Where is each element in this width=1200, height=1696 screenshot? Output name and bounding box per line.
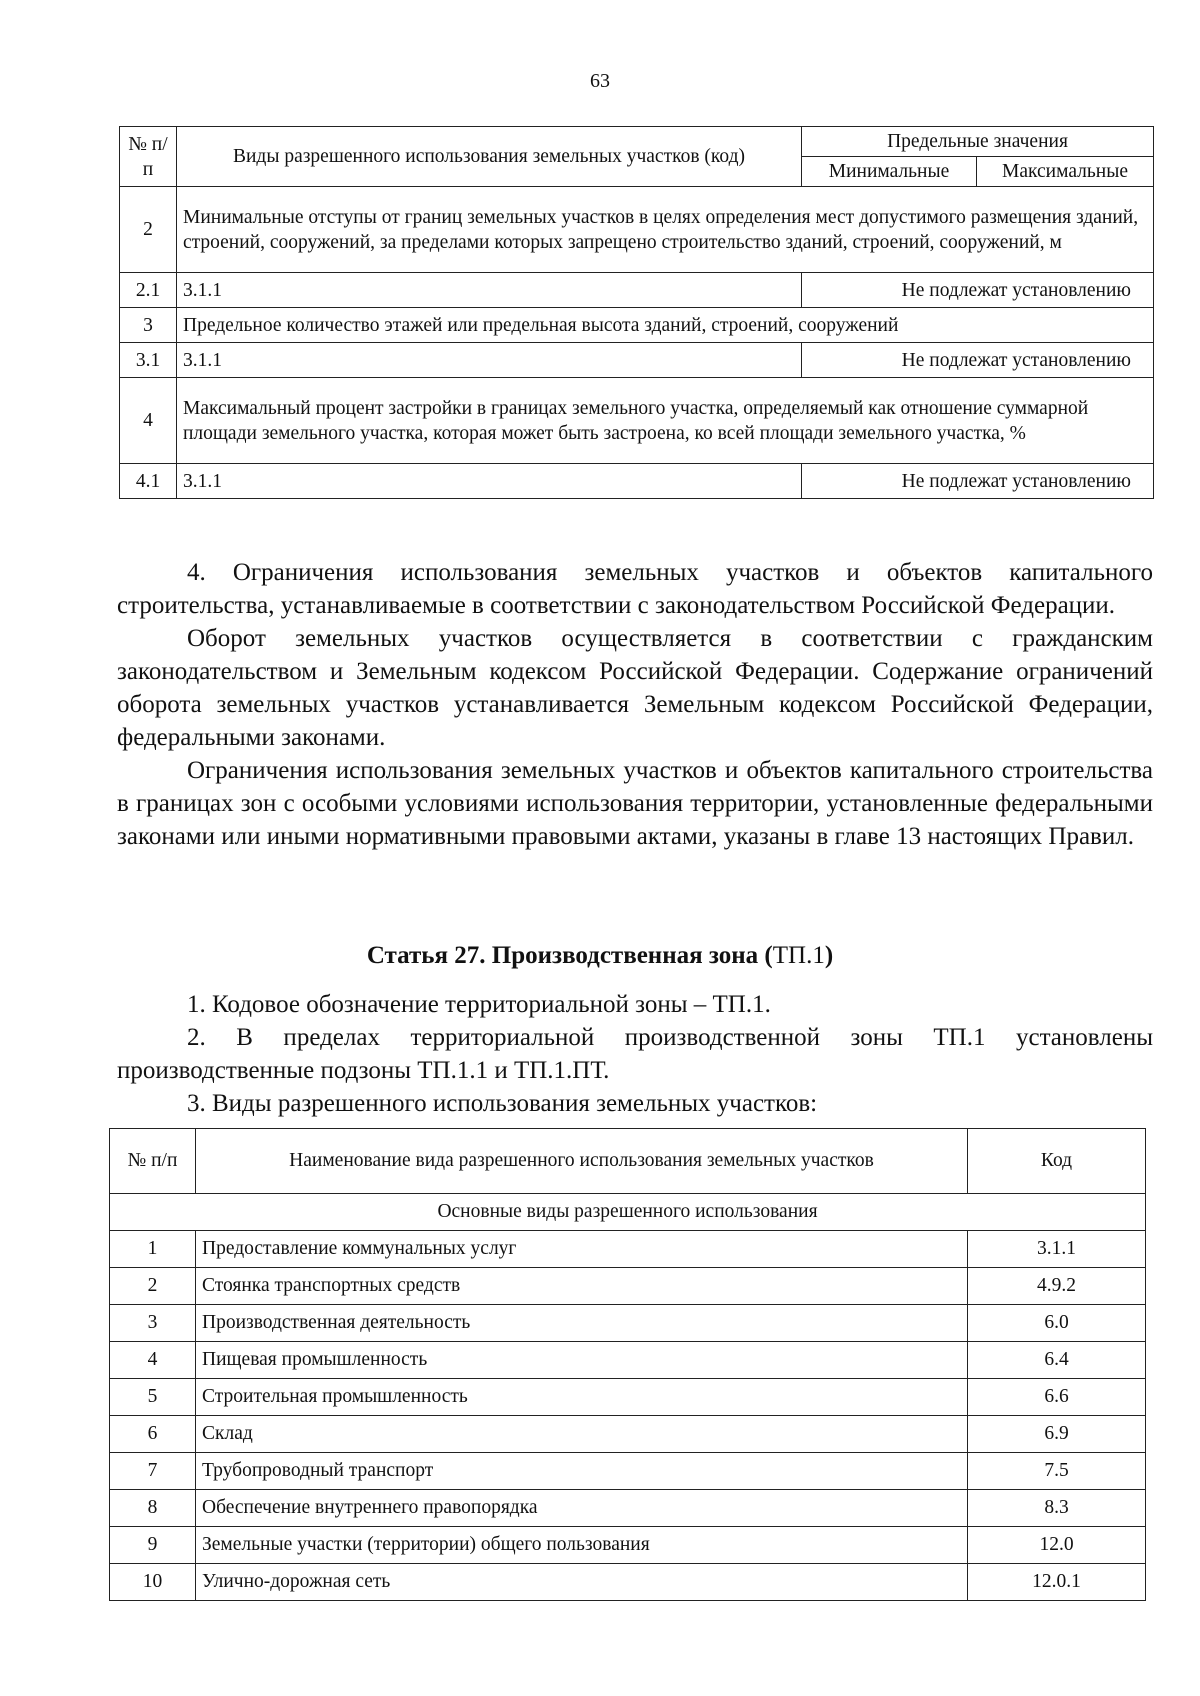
table-row (110, 1527, 1146, 1564)
limits-table-header-row (120, 127, 1154, 157)
row-code: 3.1.1 (177, 464, 802, 499)
header-name: Наименование вида разрешенного использования земельных участков (196, 1129, 968, 1194)
row-num: 2 (120, 187, 177, 273)
paragraph: Оборот земельных участков осуществляется в соответствии с гражданским законодательством и Земельным кодексом Российской Федерации. Содержание ограничений оборота земельных участков устанавливается Земельным кодексом Российской Федерации, федеральными законами. (117, 625, 1153, 751)
article-title-close: ) (824, 942, 834, 969)
row-name: Предоставление коммунальных услуг (196, 1231, 968, 1268)
row-num: 2.1 (120, 273, 177, 308)
header-min: Минимальные (802, 157, 977, 187)
table-row (120, 343, 1154, 378)
row-value: Не подлежат установлению (802, 464, 1154, 499)
row-value: Не подлежат установлению (802, 343, 1154, 378)
table-row (120, 464, 1154, 499)
limits-table (119, 126, 1154, 499)
row-num: 4 (110, 1342, 196, 1379)
article-zone-code: ТП.1 (772, 942, 825, 969)
row-num: 3 (120, 308, 177, 343)
row-name: Производственная деятельность (196, 1305, 968, 1342)
article-item: 1. Кодовое обозначение территориальной зоны – ТП.1. (187, 991, 771, 1018)
table-row (110, 1379, 1146, 1416)
table-row (120, 187, 1154, 273)
row-num: 3.1 (120, 343, 177, 378)
row-text: Максимальный процент застройки в границах земельного участка, определяемый как отношение суммарной площади земельного участка, которая может быть застроена, ко всей площади земельного участка, % (177, 378, 1154, 464)
row-num: 10 (110, 1564, 196, 1601)
page-number: 63 (590, 70, 610, 92)
row-code: 6.4 (968, 1342, 1146, 1379)
permitted-uses-header-row (110, 1129, 1146, 1194)
row-num: 9 (110, 1527, 196, 1564)
row-code: 7.5 (968, 1453, 1146, 1490)
row-num: 4.1 (120, 464, 177, 499)
table-row (110, 1305, 1146, 1342)
header-num: № п/п (120, 127, 177, 187)
row-name: Пищевая промышленность (196, 1342, 968, 1379)
header-max: Максимальные (977, 157, 1154, 187)
row-text: Предельное количество этажей или предельная высота зданий, строений, сооружений (177, 308, 1154, 343)
row-name: Улично-дорожная сеть (196, 1564, 968, 1601)
row-code: 6.6 (968, 1379, 1146, 1416)
table-row (120, 273, 1154, 308)
table-row (110, 1453, 1146, 1490)
row-name: Стоянка транспортных средств (196, 1268, 968, 1305)
article-items (117, 988, 1153, 1120)
row-num: 7 (110, 1453, 196, 1490)
row-num: 5 (110, 1379, 196, 1416)
row-num: 4 (120, 378, 177, 464)
row-name: Обеспечение внутреннего правопорядка (196, 1490, 968, 1527)
row-num: 8 (110, 1490, 196, 1527)
article-item: 3. Виды разрешенного использования земельных участков: (187, 1090, 818, 1117)
row-code: 3.1.1 (968, 1231, 1146, 1268)
article-heading (0, 942, 1200, 970)
header-code: Код (968, 1129, 1146, 1194)
table-row (120, 378, 1154, 464)
row-code: 12.0 (968, 1527, 1146, 1564)
table-row (110, 1564, 1146, 1601)
header-name: Виды разрешенного использования земельных участков (код) (177, 127, 802, 187)
row-code: 6.0 (968, 1305, 1146, 1342)
table-row (110, 1231, 1146, 1268)
row-code: 6.9 (968, 1416, 1146, 1453)
row-code: 8.3 (968, 1490, 1146, 1527)
row-value: Не подлежат установлению (802, 273, 1154, 308)
table-row (110, 1268, 1146, 1305)
row-code: 3.1.1 (177, 273, 802, 308)
article-title: Статья 27. Производственная зона ( (366, 942, 773, 969)
permitted-uses-table (109, 1128, 1146, 1601)
row-code: 4.9.2 (968, 1268, 1146, 1305)
row-name: Трубопроводный транспорт (196, 1453, 968, 1490)
row-num: 1 (110, 1231, 196, 1268)
article-item: 2. В пределах территориальной производственной зоны ТП.1 установлены производственные подзоны ТП.1.1 и ТП.1.ПТ. (117, 1024, 1153, 1084)
row-num: 2 (110, 1268, 196, 1305)
header-limits: Предельные значения (802, 127, 1154, 157)
row-name: Склад (196, 1416, 968, 1453)
row-code: 12.0.1 (968, 1564, 1146, 1601)
section-title: Основные виды разрешенного использования (110, 1194, 1146, 1231)
header-num: № п/п (110, 1129, 196, 1194)
section-row (110, 1194, 1146, 1231)
table-row (120, 308, 1154, 343)
row-text: Минимальные отступы от границ земельных участков в целях определения мест допустимого размещения зданий, строений, сооружений, за пределами которых запрещено строительство зданий, строений, сооружений, м (177, 187, 1154, 273)
table-row (110, 1342, 1146, 1379)
row-code: 3.1.1 (177, 343, 802, 378)
row-num: 6 (110, 1416, 196, 1453)
table-row (110, 1416, 1146, 1453)
row-name: Земельные участки (территории) общего пользования (196, 1527, 968, 1564)
row-name: Строительная промышленность (196, 1379, 968, 1416)
paragraph: Ограничения использования земельных участков и объектов капитального строительства в границах зон с особыми условиями использования территории, установленные федеральными законами или иными нормативными правовыми актами, указаны в главе 13 настоящих Правил. (117, 757, 1153, 850)
paragraph: 4. Ограничения использования земельных участков и объектов капитального строительства, устанавливаемые в соответствии с законодательством Российской Федерации. (117, 559, 1153, 619)
table-row (110, 1490, 1146, 1527)
row-num: 3 (110, 1305, 196, 1342)
restrictions-section (117, 556, 1153, 853)
